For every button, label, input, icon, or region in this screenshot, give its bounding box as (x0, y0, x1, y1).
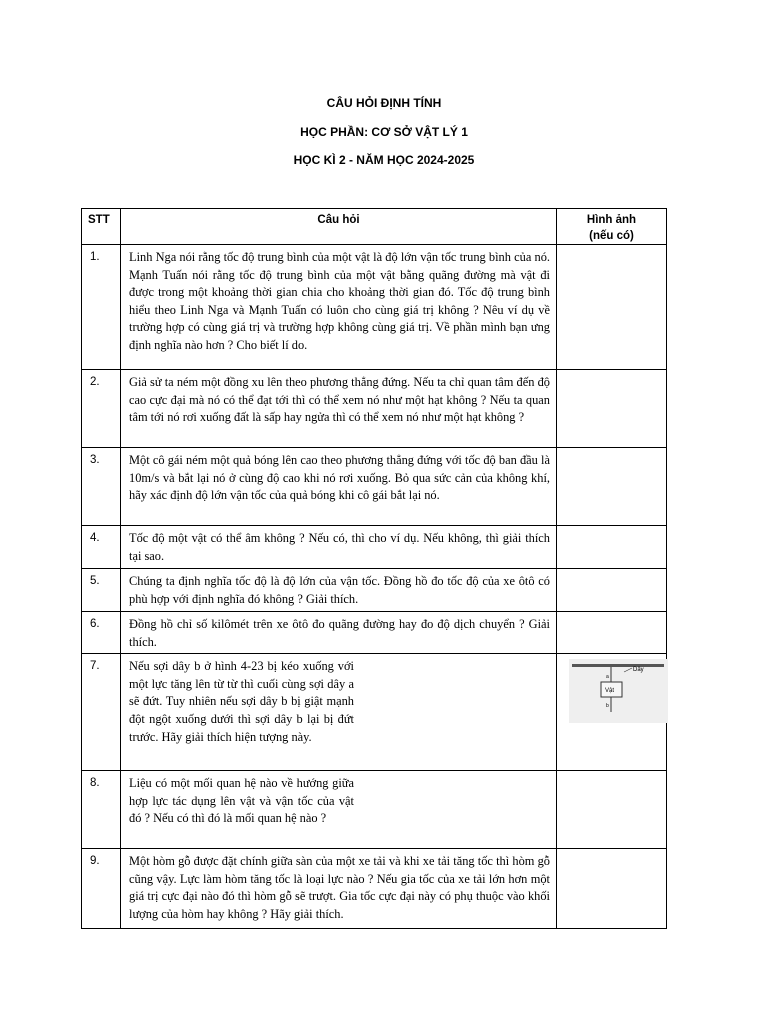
question-table (81, 208, 667, 929)
image-cell (557, 526, 667, 569)
table-row (82, 569, 667, 612)
rope-a-label: a (606, 674, 609, 681)
image-cell (557, 771, 667, 849)
row-number: 2. (82, 370, 121, 448)
table-row (82, 849, 667, 929)
row-number: 9. (82, 849, 121, 929)
question-text: Đồng hồ chỉ số kilômét trên xe ôtô đo quãng đường hay đo độ dịch chuyển ? Giải thích. (121, 612, 557, 654)
image-cell (557, 245, 667, 370)
block-label: Vật (605, 688, 615, 695)
question-text: Nếu sợi dây b ở hình 4-23 bị kéo xuống với một lực tăng lên từ từ thì cuối cùng sợi dây a sẽ đứt. Tuy nhiên nếu sợi dây b bị giật mạnh đột ngột xuống dưới thì sợi dây b lại bị đứt trước. Hãy giải thích hiện tượng này. (129, 659, 354, 744)
row-number: 3. (82, 448, 121, 526)
table-row (82, 526, 667, 569)
row-number: 1. (82, 245, 121, 370)
course-title: HỌC PHẦN: CƠ SỞ VẬT LÝ 1 (300, 125, 468, 139)
image-cell (557, 654, 667, 771)
question-text: Chúng ta định nghĩa tốc độ là độ lớn của vận tốc. Đồng hồ đo tốc độ của xe ôtô có phù hợp với định nghĩa đó không ? Giải thích. (121, 569, 557, 612)
table-row (82, 370, 667, 448)
question-text: Linh Nga nói rằng tốc độ trung bình của một vật là độ lớn vận tốc trung bình của nó. Mạnh Tuấn nói rằng tốc độ trung bình của một vật bằng quãng đường mà vật đi được trong một khoảng thời gian chia cho khoảng thời gian đó. Tốc độ trung bình hiểu theo Linh Nga và Mạnh Tuấn có luôn cho cùng giá trị không ? Nêu ví dụ về trường hợp có cùng giá trị và trường hợp không cùng giá trị. Về phần mình bạn ưng định nghĩa nào hơn ? Cho biết lí do. (121, 245, 557, 370)
header-image-line1: Hình ảnh (586, 214, 637, 226)
rope-block-figure (569, 659, 668, 723)
rope-b-label: b (606, 703, 609, 710)
row-number: 7. (82, 654, 121, 771)
semester-title: HỌC KÌ 2 - NĂM HỌC 2024-2025 (293, 153, 475, 167)
rope-label: Dây (633, 667, 644, 674)
table-row (82, 245, 667, 370)
question-text: Liệu có một mối quan hệ nào về hướng giữa hợp lực tác dụng lên vật và vận tốc của vật đó ? Nếu có thì đó là mối quan hệ nào ? (129, 776, 354, 826)
question-text: Tốc độ một vật có thể âm không ? Nếu có, thì cho ví dụ. Nếu không, thì giải thích tại sao. (121, 526, 557, 569)
header-question: Câu hỏi (121, 209, 557, 245)
row-number: 5. (82, 569, 121, 612)
rope-pointer (624, 668, 632, 672)
question-text: Giả sử ta ném một đồng xu lên theo phương thẳng đứng. Nếu ta chỉ quan tâm đến độ cao cực đại mà nó có thể đạt tới thì có thể xem nó như một hạt không ? Nếu ta quan tâm tới nó rơi xuống đất là sấp hay ngửa thì có thể xem nó như một hạt không ? (121, 370, 557, 448)
rope-block-diagram (569, 659, 668, 723)
image-cell (557, 849, 667, 929)
image-cell (557, 612, 667, 654)
table-row (82, 654, 667, 771)
table-row (82, 448, 667, 526)
row-number: 4. (82, 526, 121, 569)
header-image (557, 209, 667, 245)
page-title: CÂU HỎI ĐỊNH TÍNH (326, 96, 442, 110)
question-cell (121, 771, 557, 849)
image-cell (557, 448, 667, 526)
header-stt: STT (82, 209, 121, 245)
row-number: 8. (82, 771, 121, 849)
question-cell (121, 654, 557, 771)
image-cell (557, 569, 667, 612)
row-number: 6. (82, 612, 121, 654)
header-image-line2: (nếu có) (589, 230, 634, 242)
table-header-row (82, 209, 667, 245)
ceiling-bar (572, 664, 664, 667)
image-cell (557, 370, 667, 448)
table-row (82, 771, 667, 849)
question-text: Một hòm gỗ được đặt chính giữa sàn của một xe tải và khi xe tải tăng tốc thì hòm gỗ cũng vậy. Lực làm hòm tăng tốc là loại lực nào ? Nếu gia tốc của xe tải lớn hơn một giá trị cực đại nào đó thì hòm gỗ sẽ trượt. Gia tốc cực đại này có phụ thuộc vào khối lượng của hòm hay không ? Hãy giải thích. (121, 849, 557, 929)
question-text: Một cô gái ném một quả bóng lên cao theo phương thẳng đứng với tốc độ ban đầu là 10m/s và bắt lại nó ở cùng độ cao khi nó rơi xuống. Bỏ qua sức cản của không khí, hãy xác định độ lớn vận tốc của quả bóng khi cô gái bắt lại nó. (121, 448, 557, 526)
table-row (82, 612, 667, 654)
